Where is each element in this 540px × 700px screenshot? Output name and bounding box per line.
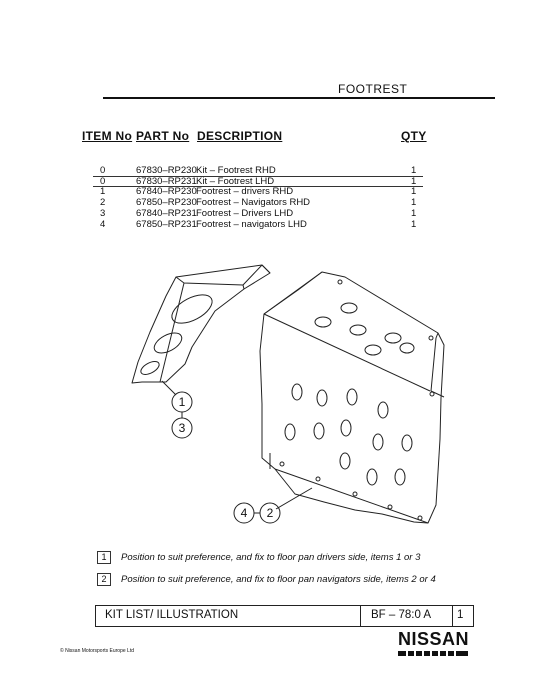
callout-label-1: 1: [178, 395, 186, 409]
cell-qty: 1: [411, 176, 417, 187]
cell-description: Footrest – drivers RHD: [196, 186, 294, 197]
cell-part: 67850–RP231: [136, 219, 197, 230]
cell-item: 0: [100, 176, 106, 187]
cell-part: 67840–RP230: [136, 186, 197, 197]
cell-qty: 1: [411, 219, 417, 230]
col-header-description: DESCRIPTION: [197, 129, 283, 143]
cell-part: 67830–RP231: [136, 176, 197, 187]
brand-wordmark: NISSAN: [398, 629, 470, 649]
cell-part: 67840–RP231: [136, 208, 197, 219]
footer-divider: [452, 606, 453, 626]
footer-page: 1: [457, 609, 464, 621]
cell-qty: 1: [411, 208, 417, 219]
cell-item: 4: [100, 219, 106, 230]
cell-part: 67850–RP230: [136, 197, 197, 208]
callout-label-3: 3: [178, 421, 186, 435]
copyright-text: © Nissan Motorsports Europe Ltd: [60, 648, 134, 654]
col-header-part: PART No: [136, 129, 190, 143]
page-title: FOOTREST: [338, 82, 408, 96]
footer-divider: [360, 606, 361, 626]
cell-description: Kit – Footrest RHD: [196, 165, 276, 176]
col-header-qty: QTY: [401, 129, 427, 143]
note-number-2: 2: [97, 573, 111, 586]
callout-label-4: 4: [240, 506, 248, 520]
footer-ref: BF – 78:0 A: [371, 609, 432, 621]
small-footrest-drawing: [132, 265, 270, 395]
cell-qty: 1: [411, 197, 417, 208]
cell-part: 67830–RP230: [136, 165, 197, 176]
cell-description: Footrest – Navigators RHD: [196, 197, 311, 208]
cell-qty: 1: [411, 165, 417, 176]
footer-title-block: [95, 605, 474, 627]
callout-label-2: 2: [266, 506, 274, 520]
note-text-1: Position to suit preference, and fix to floor pan drivers side, items 1 or 3: [121, 552, 421, 563]
cell-item: 3: [100, 208, 106, 219]
col-header-item: ITEM No: [82, 129, 133, 143]
cell-item: 1: [100, 186, 106, 197]
note-2: [101, 574, 436, 585]
cell-item: 2: [100, 197, 106, 208]
cell-description: Footrest – navigators LHD: [196, 219, 307, 230]
brand-stripes: [398, 650, 468, 657]
cell-description: Footrest – Drivers LHD: [196, 208, 294, 219]
cell-qty: 1: [411, 186, 417, 197]
note-text-2: Position to suit preference, and fix to floor pan navigators side, items 2 or 4: [121, 574, 436, 585]
nissan-logo: [398, 629, 469, 657]
cell-item: 0: [100, 165, 106, 176]
footer-label: KIT LIST/ ILLUSTRATION: [105, 609, 239, 621]
note-1: [101, 552, 421, 563]
note-number-1: 1: [97, 551, 111, 564]
cell-description: Kit – Footrest LHD: [196, 176, 275, 187]
large-footrest-drawing: [260, 272, 444, 523]
